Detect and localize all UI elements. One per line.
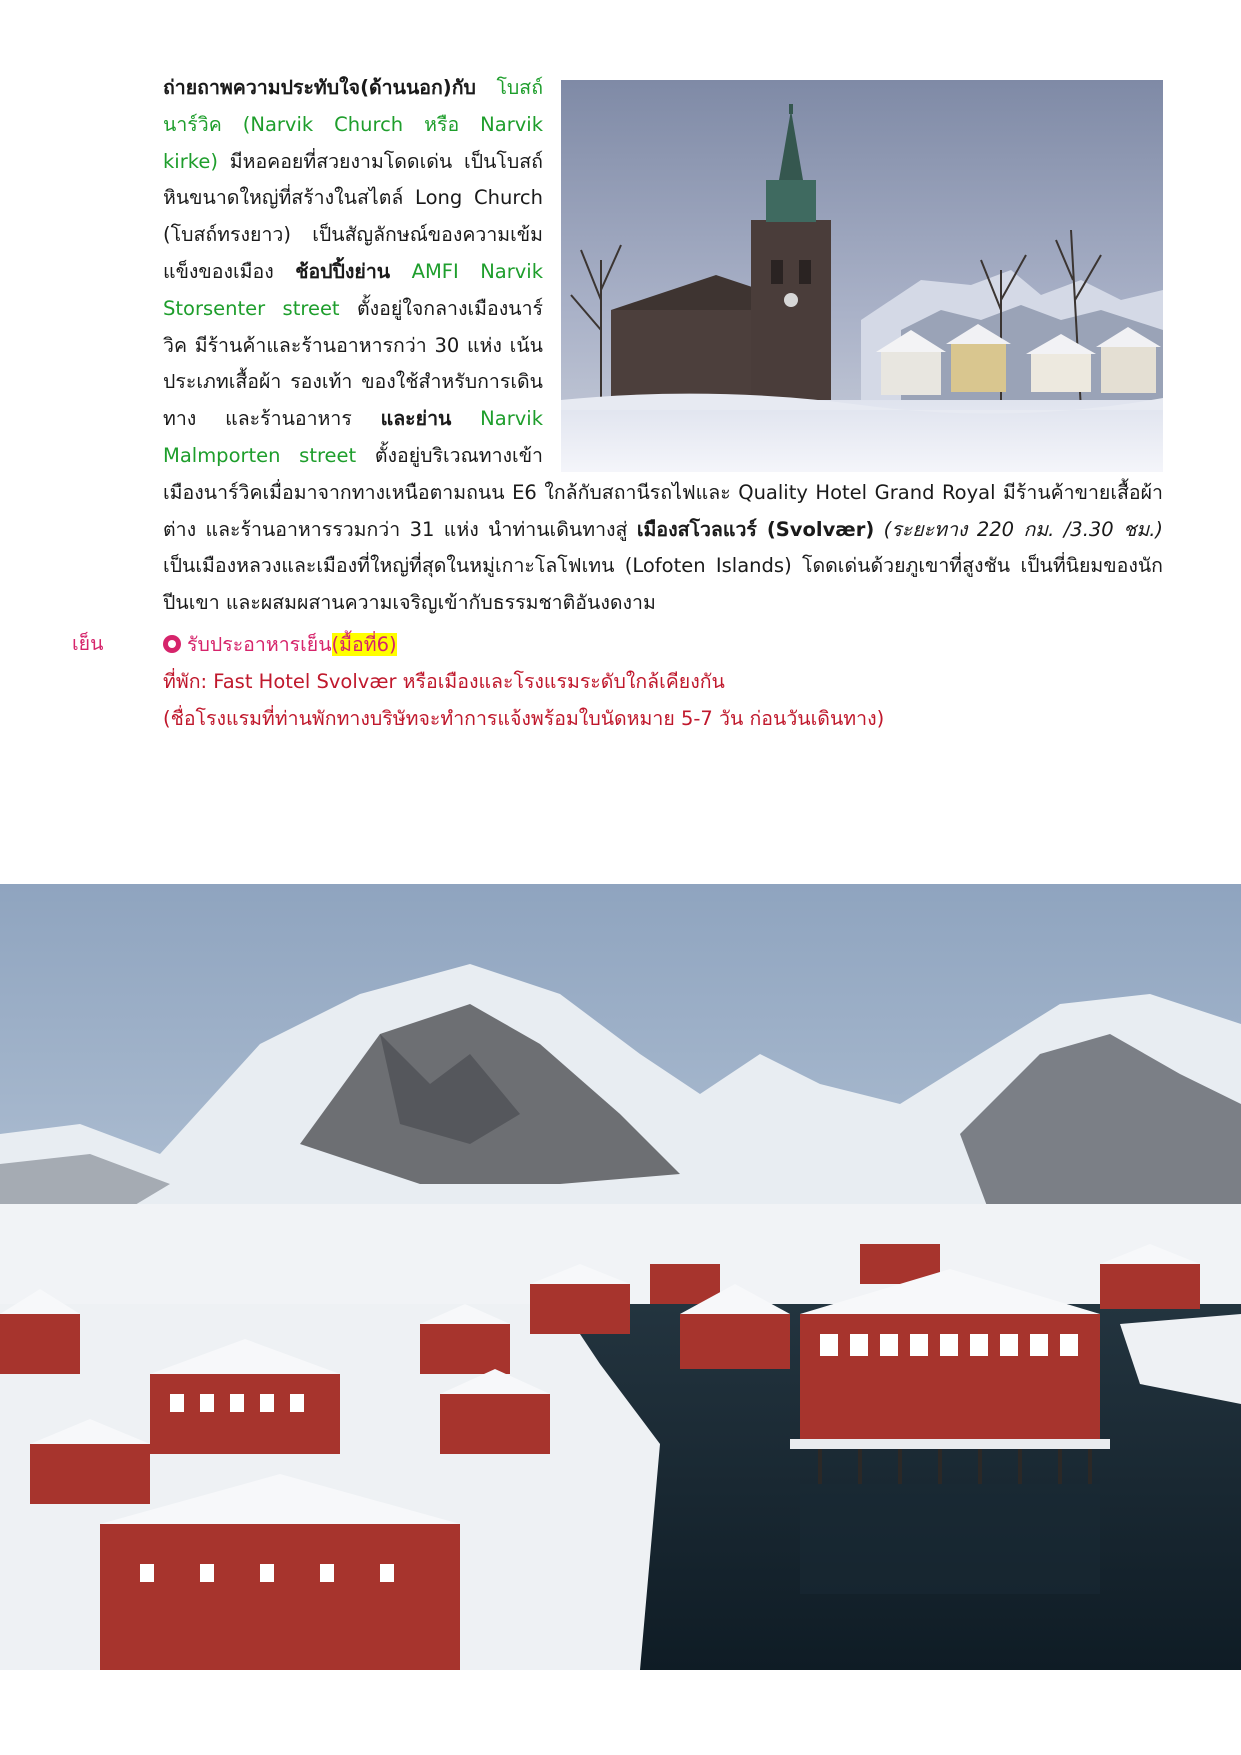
and-area-label: และย่าน [380, 407, 452, 431]
hotel-line: ที่พัก: Fast Hotel Svolvær หรือเมืองและโรงแรมระดับใกล้เคียงกัน [163, 670, 725, 693]
church-description: มีหอคอยที่สวยงามโดดเด่น เป็นโบสถ์หินขนาดใหญ่ที่สร้างในสไตล์ Long Church (โบสถ์ทรงยาว) เป็นสัญลักษณ์ของความเข้มแข็งของเมือง [163, 149, 543, 283]
dinner-line [163, 626, 1163, 663]
evening-block [163, 626, 1163, 737]
intro-lead: ถ่ายถาพความประทับใจ(ด้านนอก)กับ [163, 76, 497, 99]
evening-label: เย็น [72, 632, 104, 655]
dinner-text: รับประอาหารเย็น [187, 633, 332, 656]
malmporten-description: ตั้งอยู่บริเวณทางเข้าเมืองนาร์วิคเมื่อมาจากทางเหนือตามถนน E6 ใกล้กับสถานีรถไฟและ Quality Hotel Grand Royal มีร้านค้าขายเสื้อผ้าต่าง และร้านอาหารรวมกว่า 31 แห่ง นำท่านเดินทางสู่ [163, 443, 1163, 541]
amfi-street: AMFI Narvik Storsenter street [163, 259, 543, 320]
meal-number: (มื้อที่6) [331, 633, 397, 656]
narvik-church-photo [561, 80, 1163, 472]
svolvaer-name: เมืองสโวลแวร์ (Svolvær) [636, 517, 875, 541]
lofoten-village-photo [0, 884, 1241, 1670]
intro-paragraph [163, 70, 1163, 622]
bowl-icon [163, 635, 181, 653]
amfi-description: ตั้งอยู่ใจกลางเมืองนาร์วิค มีร้านค้าและร้านอาหารกว่า 30 แห่ง เน้นประเภทเสื้อผ้า รองเท้า ของใช้สำหรับการเดินทาง และร้านอาหาร [163, 296, 543, 431]
hotel-note: (ชื่อโรงแรมที่ท่านพักทางบริษัทจะทำการแจ้งพร้อมใบนัดหมาย 5-7 วัน ก่อนวันเดินทาง) [163, 707, 885, 730]
distance-note: (ระยะทาง 220 กม. /3.30 ชม.) [874, 517, 1164, 541]
svolvaer-description: เป็นเมืองหลวงและเมืองที่ใหญ่ที่สุดในหมู่เกาะโลโฟเทน (Lofoten Islands) โดดเด่นด้วยภูเขาที่สูงชัน เป็นที่นิยมของนักปีนเขา และผสมผสานความเจริญเข้ากับธรรมชาติอันงดงาม [163, 554, 1163, 615]
shopping-label: ช้อปปิ้งย่าน [295, 259, 391, 283]
church-name: โบสถ์นาร์วิค (Narvik Church หรือ Narvik kirke) [163, 76, 543, 173]
malmporten-street: Narvik Malmporten street [163, 407, 543, 467]
